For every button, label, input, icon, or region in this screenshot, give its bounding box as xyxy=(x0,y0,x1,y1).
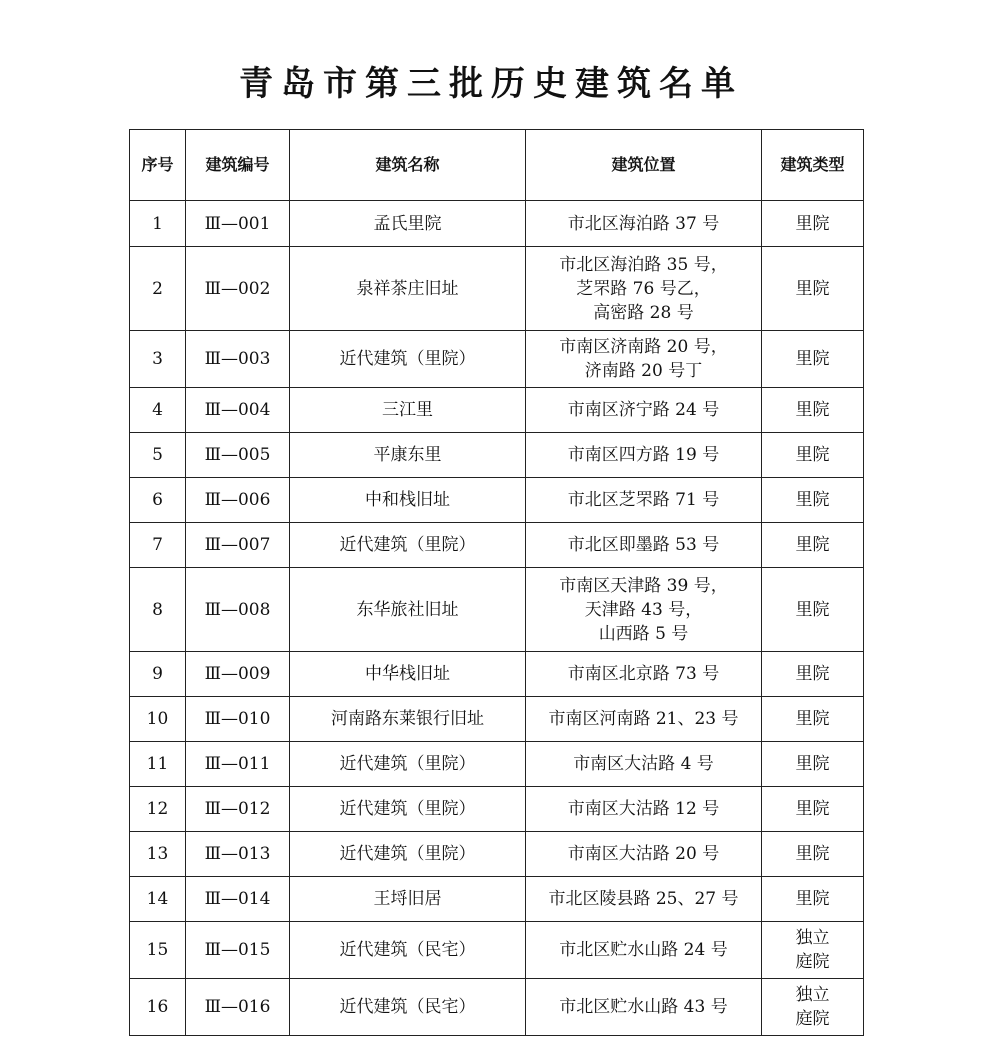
type-line: 里院 xyxy=(795,709,830,729)
location-line: 市南区大沽路 20 号 xyxy=(567,844,720,864)
type-line: 里院 xyxy=(795,844,830,864)
table-body xyxy=(130,201,864,1036)
table-row xyxy=(130,523,864,568)
cell-building-type xyxy=(762,652,864,697)
cell-building-name: 东华旅社旧址 xyxy=(290,568,526,652)
table-row xyxy=(130,433,864,478)
type-line: 里院 xyxy=(795,889,830,909)
cell-serial: 12 xyxy=(130,787,186,832)
cell-building-code: Ⅲ—012 xyxy=(186,787,290,832)
cell-building-code: Ⅲ—015 xyxy=(186,922,290,979)
cell-building-type xyxy=(762,247,864,331)
type-line: 里院 xyxy=(795,754,830,774)
cell-serial: 7 xyxy=(130,523,186,568)
cell-building-location xyxy=(526,787,762,832)
cell-building-type xyxy=(762,877,864,922)
cell-building-code: Ⅲ—010 xyxy=(186,697,290,742)
header-serial: 序号 xyxy=(130,130,186,201)
cell-building-name: 近代建筑（民宅） xyxy=(290,979,526,1036)
cell-serial: 14 xyxy=(130,877,186,922)
cell-building-type xyxy=(762,331,864,388)
location-line: 市南区天津路 39 号， xyxy=(559,575,728,596)
cell-building-type xyxy=(762,478,864,523)
type-line: 里院 xyxy=(795,400,830,420)
type-line: 里院 xyxy=(795,278,830,299)
table-row xyxy=(130,742,864,787)
cell-building-code: Ⅲ—013 xyxy=(186,832,290,877)
location-line: 市北区陵县路 25、27 号 xyxy=(548,889,739,909)
cell-serial: 2 xyxy=(130,247,186,331)
cell-serial: 13 xyxy=(130,832,186,877)
cell-building-code: Ⅲ—001 xyxy=(186,201,290,247)
cell-building-name: 河南路东莱银行旧址 xyxy=(290,697,526,742)
cell-building-code: Ⅲ—008 xyxy=(186,568,290,652)
cell-building-location xyxy=(526,652,762,697)
cell-building-code: Ⅲ—011 xyxy=(186,742,290,787)
cell-serial: 3 xyxy=(130,331,186,388)
cell-building-type xyxy=(762,832,864,877)
location-line: 市北区贮水山路 43 号 xyxy=(559,997,728,1017)
header-building-code: 建筑编号 xyxy=(186,130,290,201)
type-line: 里院 xyxy=(795,535,830,555)
table-row xyxy=(130,478,864,523)
location-line: 芝罘路 76 号乙， xyxy=(576,278,711,299)
location-line: 市南区大沽路 4 号 xyxy=(573,754,714,774)
historic-buildings-table xyxy=(129,129,864,1036)
cell-building-code: Ⅲ—005 xyxy=(186,433,290,478)
location-line: 市北区海泊路 37 号 xyxy=(567,213,720,234)
table-row xyxy=(130,568,864,652)
cell-building-code: Ⅲ—007 xyxy=(186,523,290,568)
cell-building-name: 王埒旧居 xyxy=(290,877,526,922)
cell-building-type xyxy=(762,742,864,787)
type-line: 独立 xyxy=(795,928,830,948)
table-row xyxy=(130,697,864,742)
cell-building-location xyxy=(526,201,762,247)
cell-serial: 6 xyxy=(130,478,186,523)
location-line: 济南路 20 号丁 xyxy=(584,361,703,381)
location-line: 市北区海泊路 35 号， xyxy=(559,254,728,275)
cell-building-name: 近代建筑（里院） xyxy=(290,832,526,877)
cell-building-location xyxy=(526,568,762,652)
cell-serial: 8 xyxy=(130,568,186,652)
location-line: 市南区济宁路 24 号 xyxy=(567,400,720,420)
location-line: 市南区河南路 21、23 号 xyxy=(548,709,739,729)
cell-building-name: 中华栈旧址 xyxy=(290,652,526,697)
cell-building-location xyxy=(526,388,762,433)
cell-building-location xyxy=(526,523,762,568)
cell-building-type xyxy=(762,787,864,832)
cell-building-name: 近代建筑（里院） xyxy=(290,742,526,787)
type-line: 庭院 xyxy=(795,952,830,972)
cell-building-type xyxy=(762,433,864,478)
cell-building-code: Ⅲ—016 xyxy=(186,979,290,1036)
type-line: 庭院 xyxy=(795,1009,830,1029)
location-line: 山西路 5 号 xyxy=(598,623,689,644)
cell-building-name: 近代建筑（里院） xyxy=(290,787,526,832)
cell-building-location xyxy=(526,832,762,877)
type-line: 里院 xyxy=(795,599,830,620)
location-line: 市北区贮水山路 24 号 xyxy=(559,940,728,960)
cell-building-location xyxy=(526,697,762,742)
cell-building-type xyxy=(762,388,864,433)
cell-building-location xyxy=(526,742,762,787)
cell-building-name: 中和栈旧址 xyxy=(290,478,526,523)
table-row xyxy=(130,652,864,697)
table-row xyxy=(130,247,864,331)
cell-serial: 1 xyxy=(130,201,186,247)
location-line: 市南区北京路 73 号 xyxy=(567,664,720,684)
cell-serial: 15 xyxy=(130,922,186,979)
type-line: 里院 xyxy=(795,490,830,510)
header-building-type: 建筑类型 xyxy=(762,130,864,201)
cell-building-location xyxy=(526,979,762,1036)
cell-building-location xyxy=(526,877,762,922)
type-line: 里院 xyxy=(795,213,830,234)
location-line: 市北区芝罘路 71 号 xyxy=(567,490,720,510)
cell-serial: 16 xyxy=(130,979,186,1036)
type-line: 里院 xyxy=(795,664,830,684)
table-row xyxy=(130,979,864,1036)
type-line: 独立 xyxy=(795,985,830,1005)
table-row xyxy=(130,331,864,388)
type-line: 里院 xyxy=(795,799,830,819)
cell-building-type xyxy=(762,922,864,979)
cell-building-location xyxy=(526,478,762,523)
table-row xyxy=(130,922,864,979)
table-row xyxy=(130,201,864,247)
cell-building-code: Ⅲ—014 xyxy=(186,877,290,922)
cell-building-type xyxy=(762,523,864,568)
location-line: 市南区四方路 19 号 xyxy=(567,445,720,465)
type-line: 里院 xyxy=(795,349,830,369)
location-line: 市北区即墨路 53 号 xyxy=(567,535,720,555)
location-line: 市南区大沽路 12 号 xyxy=(567,799,720,819)
cell-building-name: 平康东里 xyxy=(290,433,526,478)
cell-building-code: Ⅲ—006 xyxy=(186,478,290,523)
cell-building-location xyxy=(526,247,762,331)
type-line: 里院 xyxy=(795,445,830,465)
cell-building-location xyxy=(526,433,762,478)
cell-building-type xyxy=(762,568,864,652)
cell-building-name: 泉祥茶庄旧址 xyxy=(290,247,526,331)
table-row xyxy=(130,388,864,433)
table-header-row xyxy=(130,130,864,201)
cell-building-name: 孟氏里院 xyxy=(290,201,526,247)
cell-serial: 4 xyxy=(130,388,186,433)
table-row xyxy=(130,832,864,877)
table-row xyxy=(130,787,864,832)
table-row xyxy=(130,877,864,922)
cell-building-type xyxy=(762,979,864,1036)
location-line: 市南区济南路 20 号， xyxy=(559,337,728,357)
location-line: 天津路 43 号， xyxy=(584,599,703,620)
cell-building-type xyxy=(762,697,864,742)
cell-building-name: 近代建筑（里院） xyxy=(290,331,526,388)
cell-serial: 9 xyxy=(130,652,186,697)
cell-building-code: Ⅲ—009 xyxy=(186,652,290,697)
cell-serial: 11 xyxy=(130,742,186,787)
cell-building-name: 近代建筑（民宅） xyxy=(290,922,526,979)
cell-building-location xyxy=(526,922,762,979)
location-line: 高密路 28 号 xyxy=(593,302,694,323)
cell-building-code: Ⅲ—004 xyxy=(186,388,290,433)
cell-building-code: Ⅲ—003 xyxy=(186,331,290,388)
header-building-location: 建筑位置 xyxy=(526,130,762,201)
cell-building-type xyxy=(762,201,864,247)
document-title: 青岛市第三批历史建筑名单 xyxy=(239,64,743,104)
cell-building-location xyxy=(526,331,762,388)
header-building-name: 建筑名称 xyxy=(290,130,526,201)
cell-building-code: Ⅲ—002 xyxy=(186,247,290,331)
cell-serial: 5 xyxy=(130,433,186,478)
cell-building-name: 近代建筑（里院） xyxy=(290,523,526,568)
cell-serial: 10 xyxy=(130,697,186,742)
cell-building-name: 三江里 xyxy=(290,388,526,433)
